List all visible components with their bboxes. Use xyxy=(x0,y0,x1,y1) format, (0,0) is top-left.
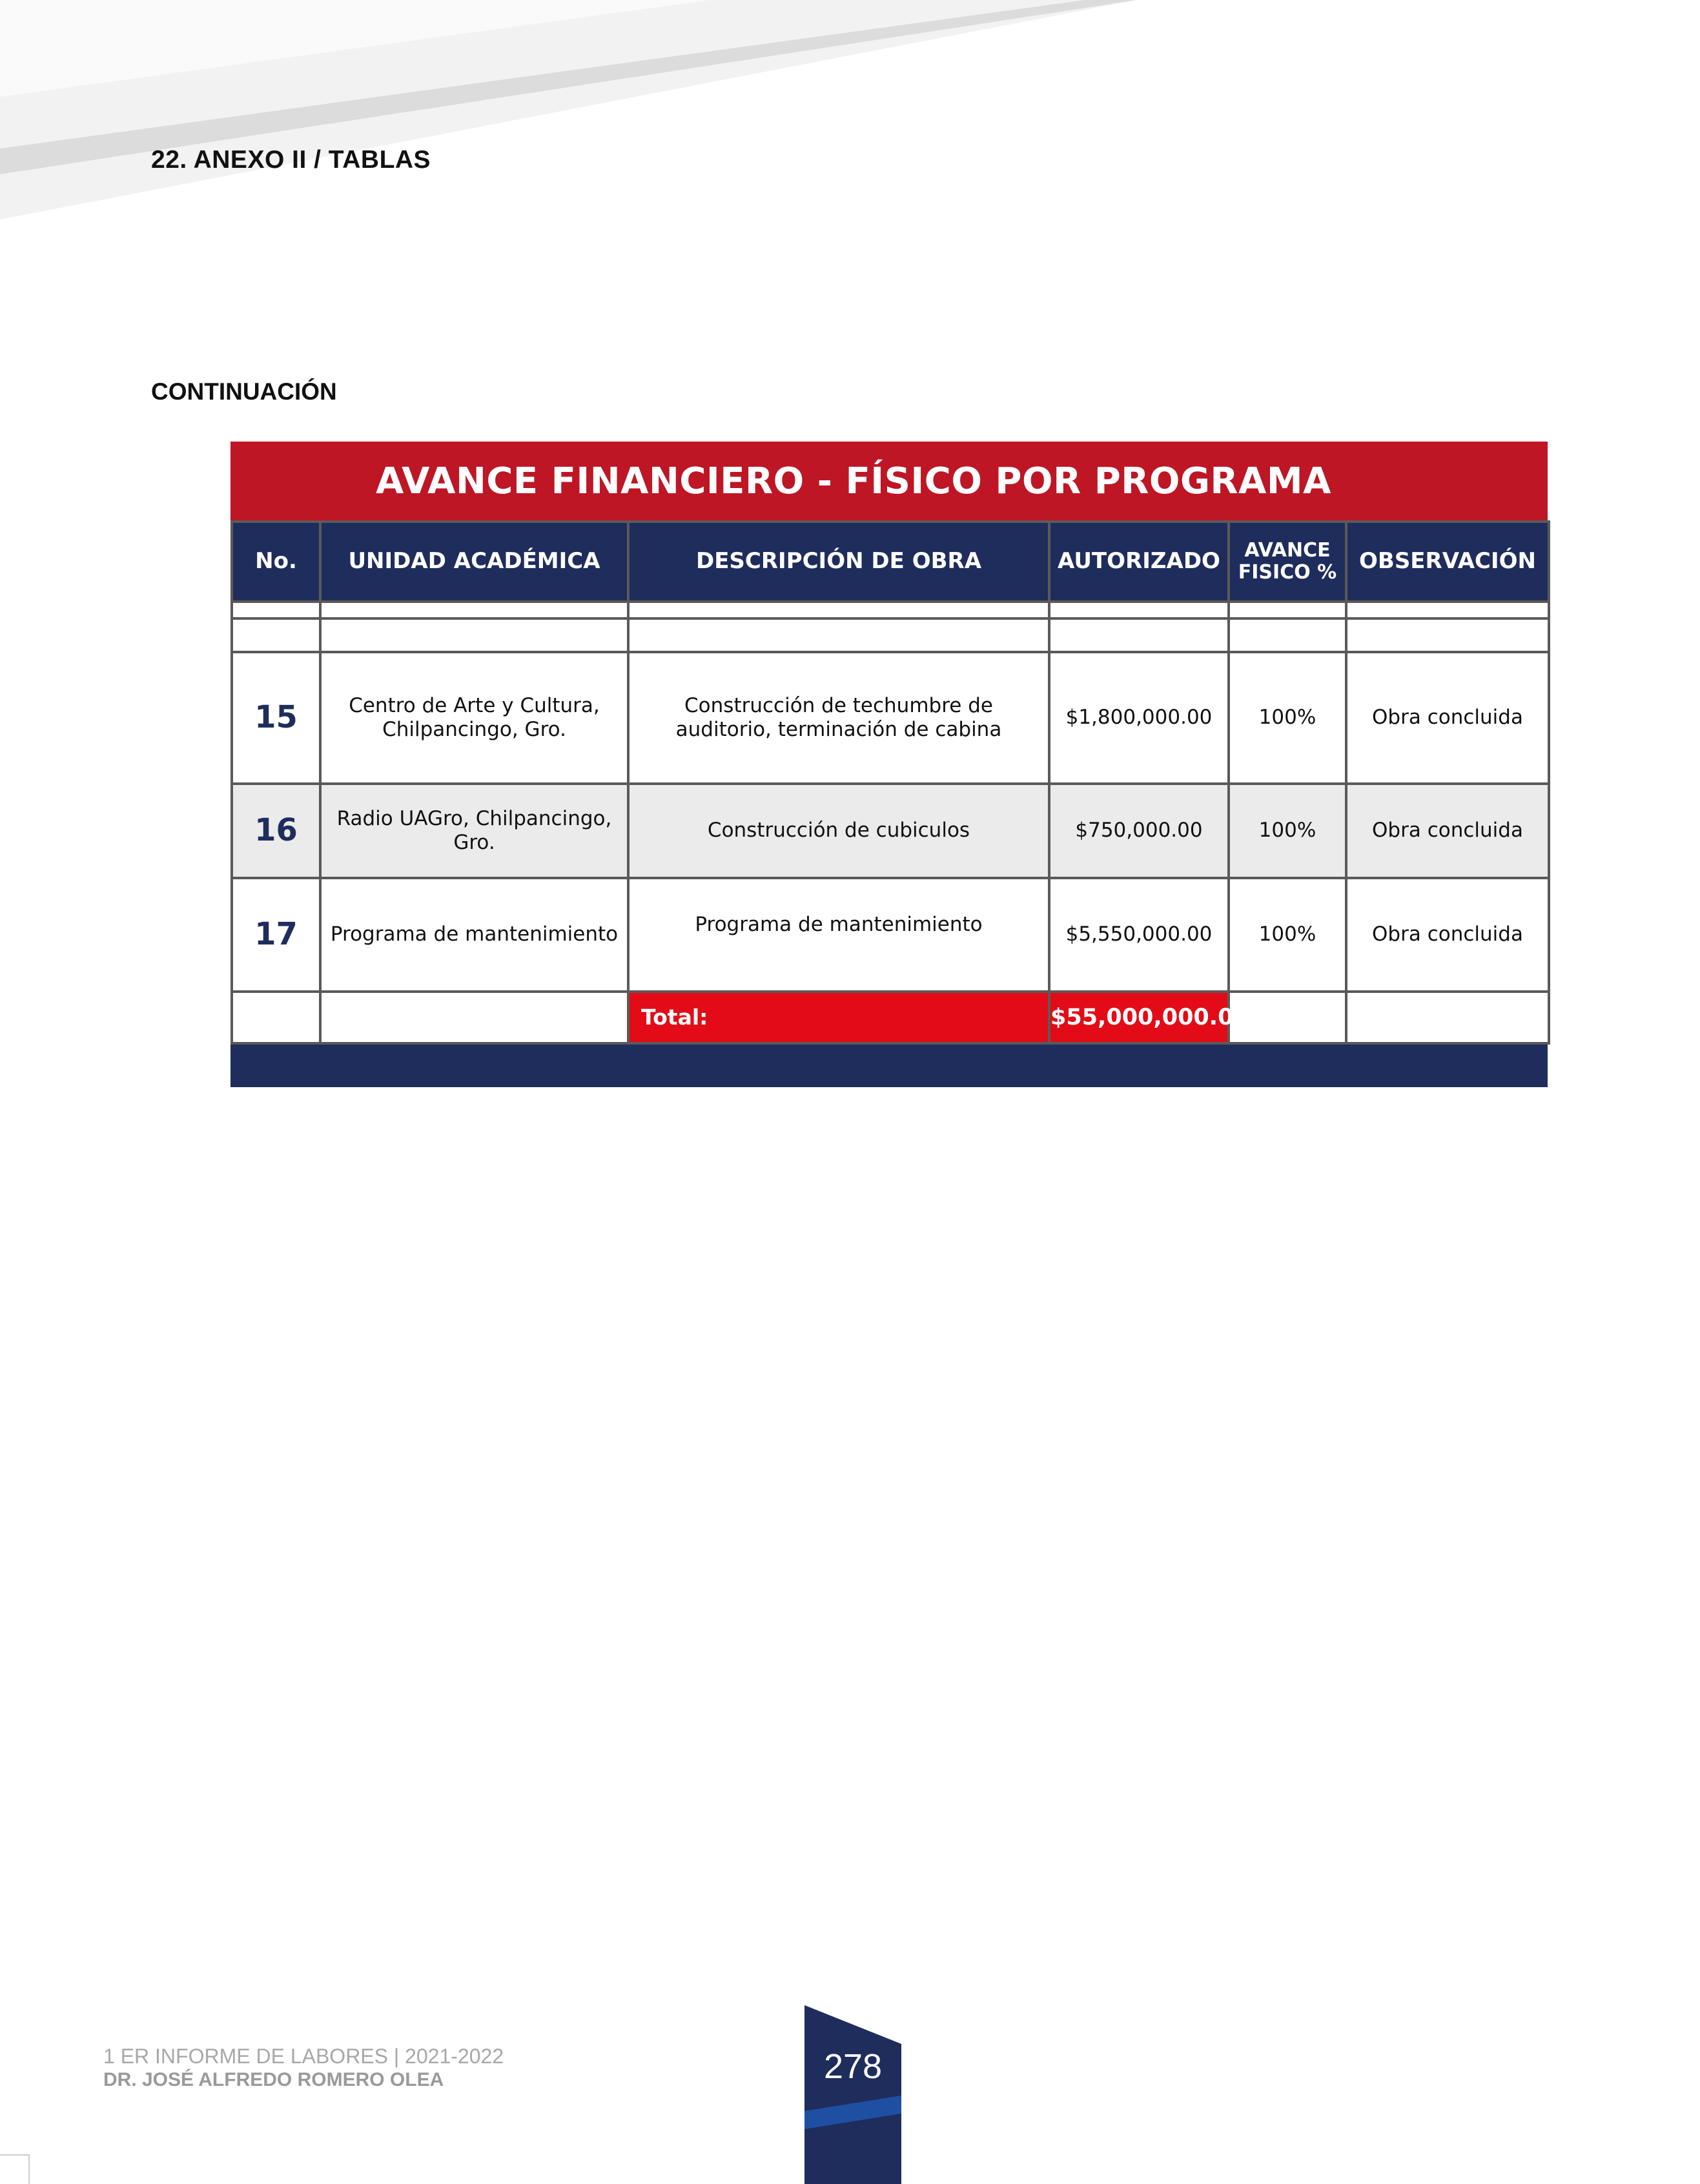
footer-report-title: 1 ER INFORME DE LABORES xyxy=(103,2045,388,2068)
table-row xyxy=(232,652,1549,784)
column-header-observacion: OBSERVACIÓN xyxy=(1346,522,1549,602)
avance-cell: 100% xyxy=(1229,652,1346,784)
total-value: $55,000,000.00 xyxy=(1049,992,1229,1043)
autorizado-cell: $750,000.00 xyxy=(1049,784,1229,878)
descripcion-cell: Construcción de techumbre de auditorio, terminación de cabina xyxy=(628,652,1049,784)
total-label: Total: xyxy=(628,992,1049,1043)
corner-crop-mark xyxy=(0,2154,30,2184)
table-row xyxy=(232,784,1549,878)
row-number: 16 xyxy=(232,784,320,878)
column-header-avance: AVANCE FISICO % xyxy=(1229,522,1346,602)
continuation-label: CONTINUACIÓN xyxy=(151,378,337,405)
observacion-cell: Obra concluida xyxy=(1346,652,1549,784)
observacion-cell: Obra concluida xyxy=(1346,878,1549,992)
table-row xyxy=(232,878,1549,992)
avance-cell: 100% xyxy=(1229,784,1346,878)
empty-row xyxy=(232,618,1549,652)
empty-row xyxy=(232,602,1549,618)
row-number: 17 xyxy=(232,878,320,992)
column-header-unidad: UNIDAD ACADÉMICA xyxy=(320,522,628,602)
footer-author: DR. JOSÉ ALFREDO ROMERO OLEA xyxy=(103,2069,444,2090)
descripcion-cell: Construcción de cubiculos xyxy=(628,784,1049,878)
section-title: 22. ANEXO II / TABLAS xyxy=(151,146,431,174)
page-number: 278 xyxy=(823,2047,883,2086)
column-header-no: No. xyxy=(232,522,320,602)
footer-separator: | xyxy=(393,2045,400,2068)
table-title-banner xyxy=(230,442,1548,520)
row-number: 15 xyxy=(232,652,320,784)
autorizado-cell: $1,800,000.00 xyxy=(1049,652,1229,784)
footer-years: 2021-2022 xyxy=(405,2045,504,2068)
avance-cell: 100% xyxy=(1229,878,1346,992)
page-number-tab-graphic xyxy=(804,2005,901,2184)
column-header-autorizado: AUTORIZADO xyxy=(1049,522,1229,602)
table-header-row xyxy=(232,522,1549,602)
descripcion-cell: Programa de mantenimiento xyxy=(628,878,1049,992)
autorizado-cell: $5,550,000.00 xyxy=(1049,878,1229,992)
total-row xyxy=(232,992,1549,1043)
column-header-descripcion: DESCRIPCIÓN DE OBRA xyxy=(628,522,1049,602)
unidad-cell: Centro de Arte y Cultura, Chilpancingo, Gro. xyxy=(320,652,628,784)
unidad-cell: Radio UAGro, Chilpancingo, Gro. xyxy=(320,784,628,878)
financial-progress-table xyxy=(230,442,1548,1087)
table-title: AVANCE FINANCIERO - FÍSICO POR PROGRAMA xyxy=(376,460,1331,502)
footer-report-line xyxy=(103,2045,504,2068)
observacion-cell: Obra concluida xyxy=(1346,784,1549,878)
unidad-cell: Programa de mantenimiento xyxy=(320,878,628,992)
data-table xyxy=(230,520,1550,1045)
header-swoosh-graphic xyxy=(0,0,1700,232)
table-footer-bar xyxy=(230,1045,1548,1087)
